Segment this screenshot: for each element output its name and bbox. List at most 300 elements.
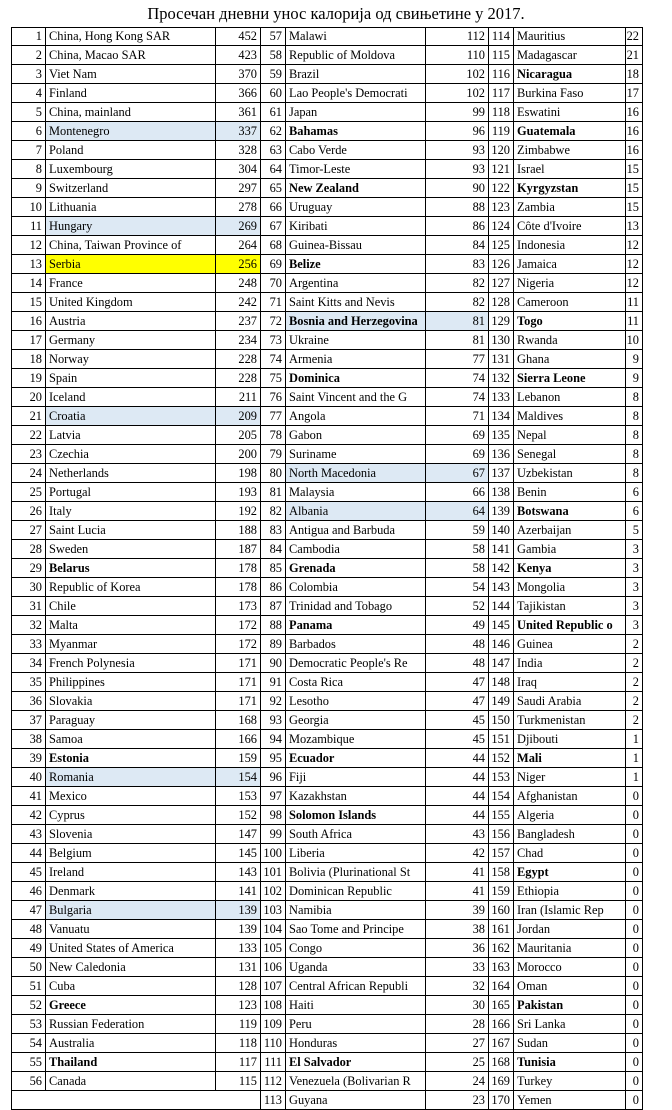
rank-cell: 32 — [11, 616, 46, 635]
value-cell: 48 — [426, 654, 489, 673]
page-title: Просечан дневни унос калорија од свињетине у 2017. — [147, 4, 525, 23]
country-cell: Suriname — [286, 445, 426, 464]
value-cell: 205 — [216, 426, 261, 445]
rank-cell: 119 — [489, 122, 514, 141]
rank-cell: 43 — [11, 825, 46, 844]
value-cell: 11 — [626, 312, 643, 331]
country-cell: Algeria — [514, 806, 626, 825]
value-cell: 159 — [216, 749, 261, 768]
rank-cell: 1 — [11, 27, 46, 46]
country-cell: Trinidad and Tobago — [286, 597, 426, 616]
value-cell: 74 — [426, 369, 489, 388]
value-cell: 48 — [426, 635, 489, 654]
value-cell: 304 — [216, 160, 261, 179]
country-cell: French Polynesia — [46, 654, 216, 673]
rank-cell: 70 — [261, 274, 286, 293]
rank-cell: 84 — [261, 540, 286, 559]
value-cell: 0 — [626, 825, 643, 844]
country-cell: North Macedonia — [286, 464, 426, 483]
rank-cell: 27 — [11, 521, 46, 540]
rank-cell: 24 — [11, 464, 46, 483]
rank-cell: 78 — [261, 426, 286, 445]
country-cell: Chile — [46, 597, 216, 616]
rank-cell: 105 — [261, 939, 286, 958]
rank-cell: 21 — [11, 407, 46, 426]
rank-cell: 61 — [261, 103, 286, 122]
value-cell: 0 — [626, 1015, 643, 1034]
value-cell: 17 — [626, 84, 643, 103]
rank-cell: 143 — [489, 578, 514, 597]
value-cell: 69 — [426, 426, 489, 445]
country-cell: Mozambique — [286, 730, 426, 749]
country-cell: Paraguay — [46, 711, 216, 730]
country-cell: Djibouti — [514, 730, 626, 749]
country-cell: Pakistan — [514, 996, 626, 1015]
rank-cell: 35 — [11, 673, 46, 692]
country-cell: United Republic o — [514, 616, 626, 635]
country-cell: Albania — [286, 502, 426, 521]
rank-cell: 14 — [11, 274, 46, 293]
country-cell: Cyprus — [46, 806, 216, 825]
country-cell: Iraq — [514, 673, 626, 692]
value-cell: 188 — [216, 521, 261, 540]
rank-cell: 120 — [489, 141, 514, 160]
value-cell: 23 — [426, 1091, 489, 1110]
value-cell: 366 — [216, 84, 261, 103]
country-cell: Sri Lanka — [514, 1015, 626, 1034]
rank-cell: 136 — [489, 445, 514, 464]
country-cell: Mauritius — [514, 27, 626, 46]
value-cell: 44 — [426, 749, 489, 768]
country-cell: Bolivia (Plurinational St — [286, 863, 426, 882]
rank-cell: 154 — [489, 787, 514, 806]
rank-cell: 28 — [11, 540, 46, 559]
rank-cell: 7 — [11, 141, 46, 160]
country-cell: Saint Vincent and the G — [286, 388, 426, 407]
country-cell: Kenya — [514, 559, 626, 578]
value-cell: 228 — [216, 350, 261, 369]
value-cell: 110 — [426, 46, 489, 65]
rank-cell: 100 — [261, 844, 286, 863]
country-cell: France — [46, 274, 216, 293]
value-cell: 1 — [626, 730, 643, 749]
value-cell: 0 — [626, 939, 643, 958]
value-cell: 115 — [216, 1072, 261, 1091]
value-cell: 16 — [626, 103, 643, 122]
value-cell: 0 — [626, 863, 643, 882]
value-cell: 24 — [426, 1072, 489, 1091]
value-cell: 8 — [626, 407, 643, 426]
value-cell: 423 — [216, 46, 261, 65]
rank-cell: 81 — [261, 483, 286, 502]
rank-cell: 37 — [11, 711, 46, 730]
value-cell: 361 — [216, 103, 261, 122]
rank-cell: 38 — [11, 730, 46, 749]
rank-cell: 159 — [489, 882, 514, 901]
value-cell: 71 — [426, 407, 489, 426]
country-cell: Lebanon — [514, 388, 626, 407]
country-cell: Latvia — [46, 426, 216, 445]
value-cell: 69 — [426, 445, 489, 464]
value-cell: 18 — [626, 65, 643, 84]
value-cell: 13 — [626, 217, 643, 236]
rank-cell: 126 — [489, 255, 514, 274]
rank-cell: 166 — [489, 1015, 514, 1034]
rank-cell: 62 — [261, 122, 286, 141]
rank-cell: 118 — [489, 103, 514, 122]
country-cell: Sweden — [46, 540, 216, 559]
rank-cell: 64 — [261, 160, 286, 179]
country-cell: Malaysia — [286, 483, 426, 502]
country-cell: Brazil — [286, 65, 426, 84]
value-cell: 0 — [626, 806, 643, 825]
country-cell: Côte d'Ivoire — [514, 217, 626, 236]
rank-cell: 112 — [261, 1072, 286, 1091]
country-cell: Saint Kitts and Nevis — [286, 293, 426, 312]
value-cell: 47 — [426, 673, 489, 692]
rank-cell: 127 — [489, 274, 514, 293]
rank-cell: 77 — [261, 407, 286, 426]
rank-cell: 138 — [489, 483, 514, 502]
value-cell: 8 — [626, 426, 643, 445]
rank-cell: 93 — [261, 711, 286, 730]
rank-cell: 31 — [11, 597, 46, 616]
country-cell: Mongolia — [514, 578, 626, 597]
country-cell: Niger — [514, 768, 626, 787]
rank-cell: 125 — [489, 236, 514, 255]
value-cell: 171 — [216, 692, 261, 711]
rank-cell: 116 — [489, 65, 514, 84]
country-cell: Mexico — [46, 787, 216, 806]
value-cell: 178 — [216, 578, 261, 597]
value-cell: 193 — [216, 483, 261, 502]
country-cell: Republic of Moldova — [286, 46, 426, 65]
value-cell: 81 — [426, 312, 489, 331]
value-cell: 41 — [426, 882, 489, 901]
country-cell: China, Hong Kong SAR — [46, 27, 216, 46]
rank-cell: 122 — [489, 179, 514, 198]
value-cell: 3 — [626, 616, 643, 635]
value-cell: 154 — [216, 768, 261, 787]
country-cell: Uzbekistan — [514, 464, 626, 483]
country-cell: Japan — [286, 103, 426, 122]
rank-cell: 8 — [11, 160, 46, 179]
rank-cell: 19 — [11, 369, 46, 388]
value-cell: 0 — [626, 977, 643, 996]
rank-cell: 142 — [489, 559, 514, 578]
country-cell: Liberia — [286, 844, 426, 863]
value-cell: 8 — [626, 388, 643, 407]
value-cell: 5 — [626, 521, 643, 540]
value-cell: 0 — [626, 882, 643, 901]
rank-cell: 53 — [11, 1015, 46, 1034]
country-cell: Cabo Verde — [286, 141, 426, 160]
country-cell: Senegal — [514, 445, 626, 464]
rank-cell: 103 — [261, 901, 286, 920]
country-cell: Panama — [286, 616, 426, 635]
value-cell: 15 — [626, 160, 643, 179]
rank-cell: 165 — [489, 996, 514, 1015]
country-cell: Chad — [514, 844, 626, 863]
country-cell: Uruguay — [286, 198, 426, 217]
value-cell: 248 — [216, 274, 261, 293]
value-cell: 74 — [426, 388, 489, 407]
rank-cell: 88 — [261, 616, 286, 635]
rank-cell: 68 — [261, 236, 286, 255]
rank-cell: 51 — [11, 977, 46, 996]
value-cell: 15 — [626, 179, 643, 198]
rank-cell: 102 — [261, 882, 286, 901]
rank-cell: 41 — [11, 787, 46, 806]
country-cell: Kazakhstan — [286, 787, 426, 806]
country-cell: Zambia — [514, 198, 626, 217]
rank-cell: 101 — [261, 863, 286, 882]
value-cell: 47 — [426, 692, 489, 711]
rank-cell: 52 — [11, 996, 46, 1015]
value-cell: 30 — [426, 996, 489, 1015]
value-cell: 15 — [626, 198, 643, 217]
country-cell: Guinea-Bissau — [286, 236, 426, 255]
value-cell: 81 — [426, 331, 489, 350]
rank-cell: 134 — [489, 407, 514, 426]
rank-cell: 169 — [489, 1072, 514, 1091]
value-cell: 242 — [216, 293, 261, 312]
country-cell: Togo — [514, 312, 626, 331]
rank-cell: 10 — [11, 198, 46, 217]
rank-cell: 86 — [261, 578, 286, 597]
country-cell: South Africa — [286, 825, 426, 844]
country-cell: Guatemala — [514, 122, 626, 141]
rank-cell: 164 — [489, 977, 514, 996]
country-cell: Poland — [46, 141, 216, 160]
country-cell: Armenia — [286, 350, 426, 369]
rank-cell: 124 — [489, 217, 514, 236]
rank-cell: 66 — [261, 198, 286, 217]
value-cell: 88 — [426, 198, 489, 217]
country-cell: China, mainland — [46, 103, 216, 122]
country-cell: Thailand — [46, 1053, 216, 1072]
country-cell: Haiti — [286, 996, 426, 1015]
country-cell: Croatia — [46, 407, 216, 426]
rank-cell: 60 — [261, 84, 286, 103]
country-cell: Namibia — [286, 901, 426, 920]
value-cell: 171 — [216, 673, 261, 692]
country-cell: Peru — [286, 1015, 426, 1034]
value-cell: 269 — [216, 217, 261, 236]
rank-cell: 18 — [11, 350, 46, 369]
rank-cell: 167 — [489, 1034, 514, 1053]
value-cell: 99 — [426, 103, 489, 122]
rank-cell: 146 — [489, 635, 514, 654]
rank-cell: 42 — [11, 806, 46, 825]
country-cell: Greece — [46, 996, 216, 1015]
rank-cell: 156 — [489, 825, 514, 844]
value-cell: 6 — [626, 483, 643, 502]
rank-cell: 29 — [11, 559, 46, 578]
country-cell: Rwanda — [514, 331, 626, 350]
value-cell: 0 — [626, 920, 643, 939]
rank-cell: 148 — [489, 673, 514, 692]
country-cell: Iceland — [46, 388, 216, 407]
value-cell: 2 — [626, 692, 643, 711]
country-cell: Romania — [46, 768, 216, 787]
rank-cell: 76 — [261, 388, 286, 407]
value-cell: 2 — [626, 711, 643, 730]
value-cell: 171 — [216, 654, 261, 673]
rank-cell: 87 — [261, 597, 286, 616]
value-cell: 1 — [626, 749, 643, 768]
value-cell: 58 — [426, 540, 489, 559]
rank-cell: 123 — [489, 198, 514, 217]
rank-cell: 75 — [261, 369, 286, 388]
country-cell: Belgium — [46, 844, 216, 863]
rank-cell: 46 — [11, 882, 46, 901]
rank-cell: 5 — [11, 103, 46, 122]
rank-cell: 11 — [11, 217, 46, 236]
value-cell: 0 — [626, 996, 643, 1015]
country-cell: China, Macao SAR — [46, 46, 216, 65]
value-cell: 10 — [626, 331, 643, 350]
value-cell: 228 — [216, 369, 261, 388]
value-cell: 8 — [626, 464, 643, 483]
country-cell: New Caledonia — [46, 958, 216, 977]
rank-cell: 82 — [261, 502, 286, 521]
country-cell: Fiji — [286, 768, 426, 787]
country-cell: Norway — [46, 350, 216, 369]
country-cell: Slovenia — [46, 825, 216, 844]
value-cell: 145 — [216, 844, 261, 863]
rank-cell: 90 — [261, 654, 286, 673]
country-cell: Argentina — [286, 274, 426, 293]
country-cell: Republic of Korea — [46, 578, 216, 597]
country-cell: Switzerland — [46, 179, 216, 198]
value-cell: 119 — [216, 1015, 261, 1034]
rank-cell: 25 — [11, 483, 46, 502]
rank-cell: 6 — [11, 122, 46, 141]
rank-cell: 49 — [11, 939, 46, 958]
value-cell: 77 — [426, 350, 489, 369]
rank-cell: 57 — [261, 27, 286, 46]
value-cell: 209 — [216, 407, 261, 426]
value-cell: 43 — [426, 825, 489, 844]
rank-cell: 74 — [261, 350, 286, 369]
value-cell: 66 — [426, 483, 489, 502]
rank-cell: 69 — [261, 255, 286, 274]
rank-cell: 92 — [261, 692, 286, 711]
value-cell: 0 — [626, 901, 643, 920]
country-cell: Germany — [46, 331, 216, 350]
rank-cell: 135 — [489, 426, 514, 445]
country-cell: Nepal — [514, 426, 626, 445]
value-cell: 82 — [426, 274, 489, 293]
rank-cell: 99 — [261, 825, 286, 844]
rank-cell: 15 — [11, 293, 46, 312]
rank-cell: 160 — [489, 901, 514, 920]
value-cell: 67 — [426, 464, 489, 483]
country-cell: Sierra Leone — [514, 369, 626, 388]
value-cell: 2 — [626, 673, 643, 692]
country-cell: Turkmenistan — [514, 711, 626, 730]
rank-cell: 117 — [489, 84, 514, 103]
country-cell: Grenada — [286, 559, 426, 578]
value-cell: 84 — [426, 236, 489, 255]
value-cell: 12 — [626, 236, 643, 255]
country-cell: Dominica — [286, 369, 426, 388]
rank-cell: 56 — [11, 1072, 46, 1091]
country-cell: Congo — [286, 939, 426, 958]
empty-cell — [11, 1091, 261, 1110]
country-cell: Burkina Faso — [514, 84, 626, 103]
country-cell: Saint Lucia — [46, 521, 216, 540]
country-cell: Egypt — [514, 863, 626, 882]
country-cell: Madagascar — [514, 46, 626, 65]
value-cell: 147 — [216, 825, 261, 844]
value-cell: 45 — [426, 730, 489, 749]
country-cell: Zimbabwe — [514, 141, 626, 160]
country-cell: Russian Federation — [46, 1015, 216, 1034]
country-cell: Solomon Islands — [286, 806, 426, 825]
rank-cell: 44 — [11, 844, 46, 863]
rank-cell: 131 — [489, 350, 514, 369]
country-cell: New Zealand — [286, 179, 426, 198]
rank-cell: 39 — [11, 749, 46, 768]
value-cell: 6 — [626, 502, 643, 521]
value-cell: 2 — [626, 635, 643, 654]
country-cell: Austria — [46, 312, 216, 331]
country-cell: Italy — [46, 502, 216, 521]
value-cell: 192 — [216, 502, 261, 521]
rank-cell: 54 — [11, 1034, 46, 1053]
rank-cell: 91 — [261, 673, 286, 692]
value-cell: 32 — [426, 977, 489, 996]
rank-cell: 162 — [489, 939, 514, 958]
value-cell: 211 — [216, 388, 261, 407]
value-cell: 33 — [426, 958, 489, 977]
value-cell: 102 — [426, 84, 489, 103]
value-cell: 96 — [426, 122, 489, 141]
value-cell: 36 — [426, 939, 489, 958]
country-cell: Antigua and Barbuda — [286, 521, 426, 540]
rank-cell: 4 — [11, 84, 46, 103]
country-cell: Colombia — [286, 578, 426, 597]
value-cell: 0 — [626, 958, 643, 977]
rank-cell: 83 — [261, 521, 286, 540]
rank-cell: 36 — [11, 692, 46, 711]
value-cell: 187 — [216, 540, 261, 559]
value-cell: 83 — [426, 255, 489, 274]
rank-cell: 96 — [261, 768, 286, 787]
rank-cell: 110 — [261, 1034, 286, 1053]
country-cell: Serbia — [46, 255, 216, 274]
country-cell: Eswatini — [514, 103, 626, 122]
value-cell: 172 — [216, 635, 261, 654]
rank-cell: 115 — [489, 46, 514, 65]
value-cell: 141 — [216, 882, 261, 901]
country-cell: Ireland — [46, 863, 216, 882]
value-cell: 44 — [426, 806, 489, 825]
value-cell: 118 — [216, 1034, 261, 1053]
value-cell: 64 — [426, 502, 489, 521]
country-cell: Cambodia — [286, 540, 426, 559]
rank-cell: 150 — [489, 711, 514, 730]
value-cell: 16 — [626, 141, 643, 160]
rank-cell: 26 — [11, 502, 46, 521]
rank-cell: 33 — [11, 635, 46, 654]
rank-cell: 47 — [11, 901, 46, 920]
country-cell: Sao Tome and Principe — [286, 920, 426, 939]
country-cell: Cuba — [46, 977, 216, 996]
value-cell: 38 — [426, 920, 489, 939]
